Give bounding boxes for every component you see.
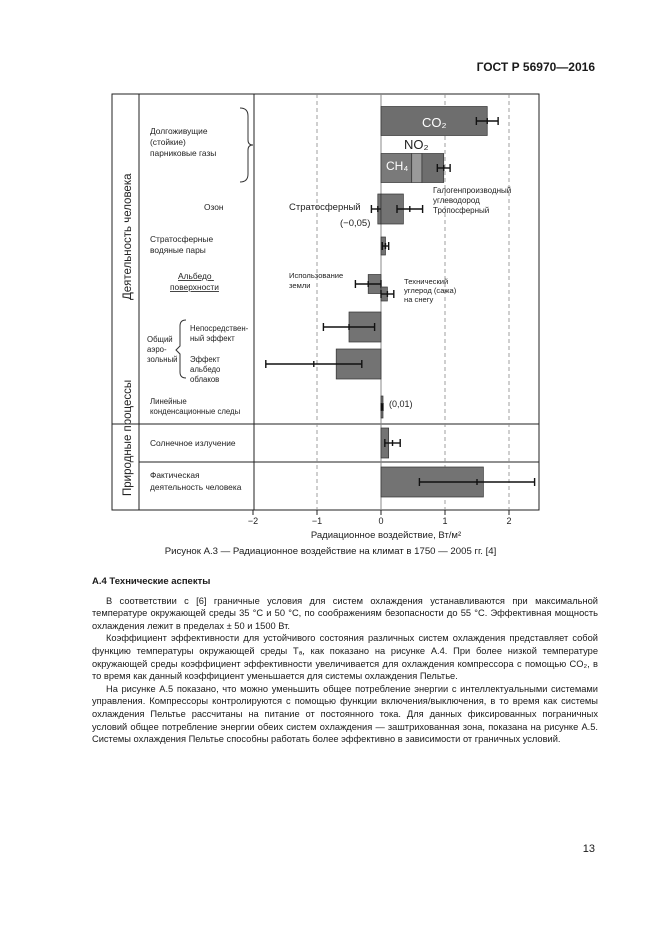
ghg-bracket xyxy=(240,108,253,182)
x-tick-label: −2 xyxy=(247,516,259,526)
category-label-total: Фактическая деятельность человека xyxy=(150,470,242,492)
group-label-natural: Природные процессы xyxy=(122,379,134,496)
category-label-ozone: Озон xyxy=(204,202,224,212)
aerosol-group-label: Общий аэро- зольный xyxy=(147,335,178,364)
contrails-value-label: (0,01) xyxy=(389,399,413,409)
category-label-cloud-albedo: Эффект альбедо облаков xyxy=(190,355,221,384)
category-label-solar: Солнечное излучение xyxy=(150,438,236,448)
group-label-anthropogenic: Деятельность человека xyxy=(122,173,134,300)
paragraph-1: В соответствии с [6] граничные условия для систем охлаждения устанавливаются при максимальной температуре окружающей среды 35 °С и 50 °С, по соображениям безопасности до 55 °С. Эффективная мощность охлаждения лежит в пределах ± 50 и 1500 Вт. xyxy=(92,595,598,631)
x-tick-label: −1 xyxy=(311,516,323,526)
category-label-ghg: Долгоживущие (стойкие) парниковые газы xyxy=(150,126,217,158)
land-use-label: Использование земли xyxy=(289,271,344,290)
tropospheric-label: Тропосферный xyxy=(433,206,490,215)
stratospheric-value-label: (−0,05) xyxy=(340,218,371,229)
category-label-contrails: Линейные конденсационные следы xyxy=(150,397,241,416)
figure-caption: Рисунок А.3 — Радиационное воздействие на климат в 1750 — 2005 гг. [4] xyxy=(164,546,497,557)
section-heading: А.4 Технические аспекты xyxy=(92,576,211,587)
category-label-strat-water: Стратосферные водяные пары xyxy=(150,234,214,255)
co2-label: CO₂ xyxy=(422,115,447,130)
category-label-albedo: Альбедо поверхности xyxy=(170,271,219,292)
no2-label: NO₂ xyxy=(404,137,429,152)
halocarbon-label: Галогенпроизводный углеводород xyxy=(433,186,512,205)
section-body xyxy=(92,576,598,746)
paragraph-3: На рисунке А.5 показано, что можно уменьшить общее потребление энергии с интеллектуальными системами управления. Компрессоры контролируются с помощью функции включения/выключения, в то время как системы охлаждения Пельтье рассчитаны на питание от постоянного тока. Для данных фиксированных пограничных условий общее потребление энергии обеих систем охлаждения — заштрихованная зона, показана на рисунке А.5. Системы охлаждения Пельтье способны работать более эффективно в зависимости от граничных условий. xyxy=(92,683,598,745)
stratospheric-label: Стратосферный xyxy=(289,202,361,213)
x-axis-label: Радиационное воздействие, Вт/м² xyxy=(310,530,462,540)
x-tick-label: 2 xyxy=(506,516,512,526)
black-carbon-label: Технический углерод (сажа) на снегу xyxy=(404,277,457,304)
ch4-label: CH₄ xyxy=(386,159,409,173)
paragraph-2: Коэффициент эффективности для устойчивого состояния различных систем охлаждения представляет собой функцию температуры окружающей среды Tₐ, как показано на рисунке А.4. При более низкой температуре окружающей среды коэффициент эффективности увеличивается для охлаждения компрессора с помощью CO₂, в то время как данный коэффициент уменьшается для системы охлаждения Пельтье. xyxy=(92,633,598,682)
x-tick-label: 1 xyxy=(442,516,448,526)
document-code: ГОСТ Р 56970—2016 xyxy=(476,60,595,74)
forcing-bar xyxy=(412,154,422,183)
category-label-direct-effect: Непосредствен- ный эффект xyxy=(190,324,249,343)
aerosol-bracket xyxy=(176,320,186,378)
page-number: 13 xyxy=(582,843,595,855)
x-tick-label: 0 xyxy=(378,516,384,526)
